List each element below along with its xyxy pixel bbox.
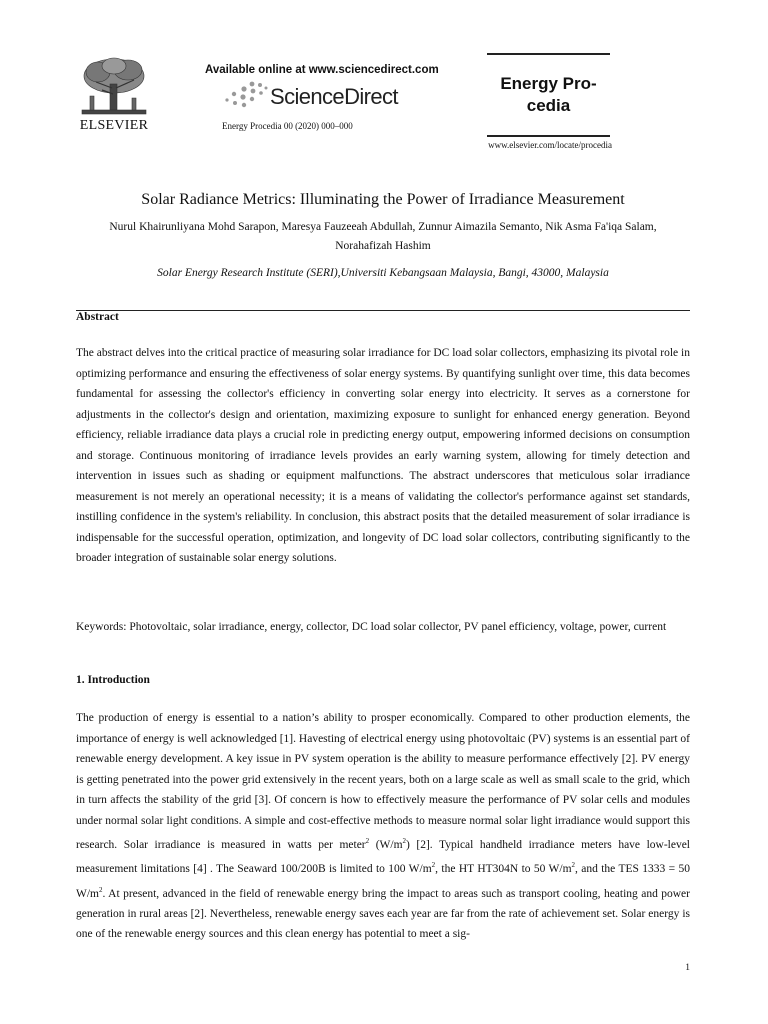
page-number: 1	[685, 963, 690, 973]
superscript-2: 2	[431, 861, 436, 870]
sciencedirect-dots-icon	[222, 80, 270, 110]
intro-text-part4: , the HT HT304N to 50 W/m	[435, 863, 572, 876]
abstract-heading: Abstract	[76, 311, 119, 323]
intro-text-part1: The production of energy is essential to a nation’s ability to prosper economically. Compared to other production elements, the importance of energy is well acknowledged [1]. Havesting of electrical energy using photovoltaic (PV) systems is an essential part of renewable energy development. A key issue in PV system operation is the ability to measure performance effectively [2]. PV energy is getting penetrated into the power grid extensively in the recent years, both on a large scale as well as small scale to the grid, which in turn affects the stability of the grid [3]. Of concern is how to effectively measure the performance of PV solar cells and modules under normal solar light conditions. A simple and cost-effective methods to measure normal solar light irradiance would support this research. Solar irradiance is measured in watts per meter	[76, 712, 690, 851]
intro-text-part5: , and the TES 1333 = 50 W/m	[76, 863, 690, 900]
title-block	[76, 190, 690, 279]
intro-text-part3: ) [2]. Typical handheld irradiance meters have low-level measurement limitations [4] . The Seaward 100/200B is limited to 100 W/m	[76, 838, 691, 876]
paper-title: Solar Radiance Metrics: Illuminating the Power of Irradiance Measurement	[141, 191, 625, 208]
page-header	[0, 0, 768, 160]
author-list: Nurul Khairunliyana Mohd Sarapon, Maresya Fauzeeah Abdullah, Zunnur Aimazila Semanto, Nik Asma Fa'iqa Salam, Norahafizah Hashim	[109, 221, 657, 252]
journal-name-box	[487, 53, 610, 137]
keywords: Keywords: Photovoltaic, solar irradiance, energy, collector, DC load solar collector, PV panel efficiency, voltage, power, current	[76, 621, 667, 633]
journal-name	[487, 73, 610, 117]
intro-text-part2: (W/m	[369, 838, 403, 851]
sciencedirect-logo	[222, 80, 422, 114]
journal-url-link[interactable]: www.elsevier.com/locate/procedia	[488, 140, 612, 150]
abstract-text: The abstract delves into the critical practice of measuring solar irradiance for DC load solar collectors, emphasizing its pivotal role in optimizing performance and ensuring the effectiveness of solar energy systems. By quantifying sunlight over time, this data becomes fundamental for assessing the collector's efficiency in converting solar energy into electricity. It serves as a cornerstone for adjustments in the collector's design and orientation, maximizing exposure to sunlight for enhanced energy generation. Beyond efficiency, reliable irradiance data plays a crucial role in predicting energy output, empowering informed decisions on consumption and storage. Continuous monitoring of irradiance levels provides an early warning system, allowing for timely detection and intervention in issues such as shading or equipment malfunctions. The abstract underscores that meticulous solar irradiance measurement is not merely an operational necessity; it is a means of validating the collector's performance against set standards, instilling confidence in the system's reliability. In conclusion, this abstract posits that the detailed measurement of solar irradiance is indispensable for the successful operation, optimization, and longevity of DC load solar collectors, contributing significantly to the broader integration of sustainable solar energy solutions.	[76, 347, 690, 564]
introduction-text	[76, 708, 690, 945]
superscript-2: 2	[402, 837, 407, 845]
affiliation: Solar Energy Research Institute (SERI),Universiti Kebangsaan Malaysia, Bangi, 43000, Malaysia	[157, 267, 609, 279]
superscript-2: 2	[571, 861, 576, 870]
introduction-heading: 1. Introduction	[76, 674, 150, 686]
intro-text-part6: . At present, advanced in the field of renewable energy bring the impact to areas such as transport cooling, heating and power generation in rural areas [2]. Nevertheless, renewable energy saves each year are far from the rate of achievement set. Solar energy is one of the renewable energy sources and this clean energy has potential to meet a sig-	[76, 887, 690, 941]
journal-reference: Energy Procedia 00 (2020) 000–000	[222, 121, 353, 131]
superscript-2: 2	[99, 885, 103, 894]
sciencedirect-logo-text: ScienceDirect	[270, 84, 398, 109]
journal-name-line1: Energy Pro-	[500, 74, 597, 93]
available-online-link[interactable]: Available online at www.sciencedirect.com	[205, 64, 439, 76]
publisher-name: ELSEVIER	[79, 118, 149, 133]
superscript-2: 2	[365, 837, 370, 845]
section-divider	[76, 310, 690, 311]
journal-name-line2: cedia	[526, 96, 571, 115]
